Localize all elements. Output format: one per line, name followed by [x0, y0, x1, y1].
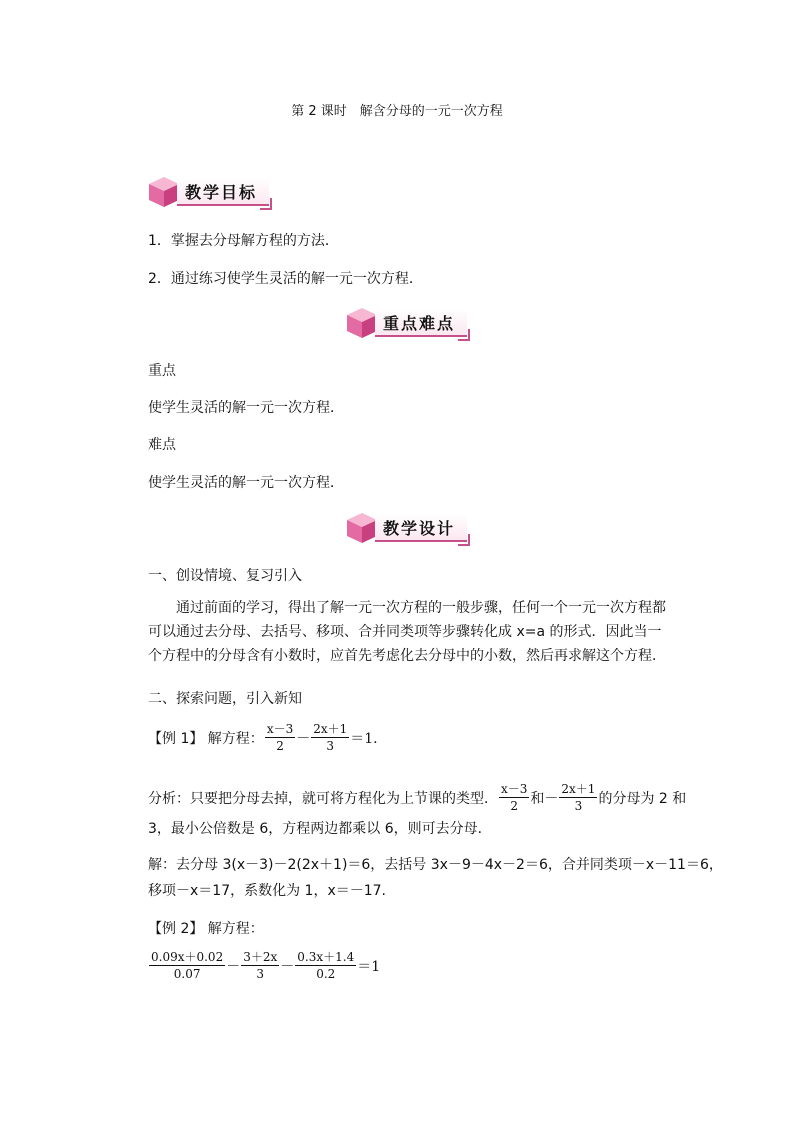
- cube-icon: [345, 511, 379, 545]
- equation-rhs: ＝1: [357, 958, 381, 975]
- solution-line-1: 解：去分母 3(x－3)－2(2x＋1)＝6，去括号 3x－9－4x－2＝6，合并同类项－x－11＝6，: [148, 857, 723, 873]
- fraction: [241, 950, 279, 981]
- difficulty-label: 难点: [148, 437, 176, 453]
- fraction: [499, 782, 529, 813]
- cube-icon: [147, 175, 181, 209]
- denominator: 2: [276, 739, 284, 753]
- analysis-suffix: 的分母为 2 和: [598, 790, 687, 807]
- denominator: 3: [574, 799, 583, 813]
- fraction: [295, 950, 356, 981]
- difficulty-text: 使学生灵活的解一元一次方程．: [148, 475, 344, 491]
- numerator: 2x＋1: [561, 782, 596, 796]
- section-banner-key-points: [345, 303, 467, 343]
- example-2-equation: [148, 950, 380, 981]
- numerator: x－3: [266, 722, 294, 736]
- page-title: 第 2 课时 解含分母的一元一次方程: [291, 104, 503, 119]
- denominator: 2: [510, 799, 519, 813]
- example-2-label: 【例 2】 解方程：: [148, 921, 264, 937]
- numerator: 3＋2x: [243, 950, 278, 964]
- equation-rhs: ＝1.: [350, 730, 378, 747]
- operator: －: [226, 958, 241, 975]
- analysis-and: 和－: [530, 790, 559, 807]
- analysis-line-1: [148, 782, 686, 813]
- analysis-line-2: 3，最小公倍数是 6，方程两边都乘以 6，则可去分母．: [148, 821, 492, 837]
- numerator: 0.3x＋1.4: [297, 950, 355, 964]
- analysis-prefix: 分析：只要把分母去掉，就可将方程化为上节课的类型．: [148, 790, 498, 807]
- fraction: [265, 722, 295, 753]
- solution-line-2: 移项－x＝17，系数化为 1，x＝－17.: [148, 883, 387, 899]
- numerator: 0.09x＋0.02: [151, 950, 224, 964]
- part1-title: 一、创设情境、复习引入: [148, 568, 302, 584]
- goal-item-2: 2．通过练习使学生灵活的解一元一次方程．: [148, 271, 423, 287]
- denominator: 0.07: [173, 967, 201, 981]
- numerator: 2x＋1: [313, 722, 348, 736]
- section-heading: 教学目标: [177, 178, 269, 206]
- part2-title: 二、探索问题，引入新知: [148, 691, 302, 707]
- section-heading: 重点难点: [375, 309, 467, 337]
- part1-paragraph: 通过前面的学习，得出了解一元一次方程的一般步骤，任何一个一元一次方程都可以通过去分母、去括号、移项、合并同类项等步骤转化成 x=a 的形式．因此当一个方程中的分母含有小数时，应首先考虑化去分母中的小数，然后再求解这个方程．: [148, 600, 666, 664]
- operator: －: [296, 730, 311, 747]
- example-1-label: 【例 1】 解方程：: [148, 730, 264, 747]
- focus-label: 重点: [148, 363, 176, 379]
- fraction: [311, 722, 349, 753]
- focus-text: 使学生灵活的解一元一次方程．: [148, 400, 344, 416]
- fraction: [559, 782, 597, 813]
- denominator: 3: [326, 739, 335, 753]
- cube-icon: [345, 306, 379, 340]
- section-banner-design: [345, 508, 467, 548]
- denominator: 3: [256, 967, 265, 981]
- goal-item-1: 1．掌握去分母解方程的方法．: [148, 233, 339, 249]
- denominator: 0.2: [316, 967, 336, 981]
- operator: －: [280, 958, 295, 975]
- fraction: [149, 950, 225, 981]
- example-1: [148, 722, 378, 753]
- numerator: x－3: [501, 782, 528, 796]
- section-banner-goals: [147, 172, 269, 212]
- section-heading: 教学设计: [375, 514, 467, 542]
